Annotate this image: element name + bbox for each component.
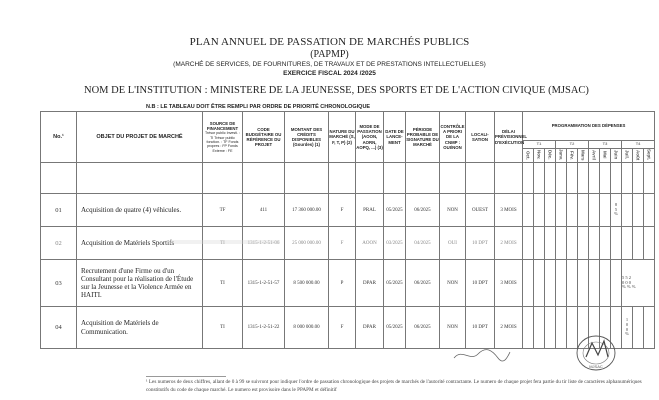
month-sep-label: Sept. — [646, 149, 652, 161]
row-no: 03 — [41, 260, 77, 307]
month-jul-label: Juil. — [624, 150, 630, 160]
row-montant: 17 360 000.00 — [285, 194, 329, 227]
document-title: PLAN ANNUEL DE PASSATION DE MARCHÉS PUBLICS — [189, 36, 470, 48]
quarter-t4: T4 — [622, 141, 655, 149]
col-header-mode: MODE DE PASSATION (AOON, AORN, AOPQ, ...) (3) — [356, 112, 384, 163]
month-apr-label: Avril — [591, 150, 597, 160]
col-header-nature: NATURE DU MARCHÉ (S, F, T, P) (2) — [329, 112, 356, 163]
row-montant: 8 000 000.00 — [285, 307, 329, 349]
row-controle: NON — [440, 194, 466, 227]
footnote-rule — [146, 376, 226, 377]
month-sep — [644, 149, 655, 163]
row-code: 1315-1-2-51-57 — [243, 260, 285, 307]
row-delai: 3 MOIS — [495, 260, 523, 307]
row-nature: P — [329, 260, 356, 307]
signature-scribble — [452, 346, 512, 364]
row-source: TI — [203, 227, 243, 260]
row-no: 04 — [41, 307, 77, 349]
row-mode: AOON — [356, 227, 384, 260]
scan-smudge — [170, 238, 280, 246]
row-programming-marks: 8 5 % — [611, 194, 622, 227]
month-dec — [545, 149, 556, 163]
row-controle: NON — [440, 307, 466, 349]
row-localisation: 10 DPT — [466, 307, 495, 349]
quarter-t3: T3 — [589, 141, 622, 149]
row-programming-marks: 1 0 0 % — [622, 307, 633, 349]
row-delai: 3 MOIS — [495, 194, 523, 227]
col-header-date-lancement: DATE DE LANCE-MENT — [384, 112, 406, 163]
row-nature: F — [329, 307, 356, 349]
row-source: TF — [203, 194, 243, 227]
table-row — [41, 260, 655, 307]
quarter-t2: T2 — [556, 141, 589, 149]
col-header-delai: DÉLAI PRÉVISIONNEL D'EXÉCUTION — [495, 112, 523, 163]
row-delai: 2 MOIS — [495, 307, 523, 349]
row-no: 02 — [41, 227, 77, 260]
row-source: TI — [203, 260, 243, 307]
table-spacer-row — [41, 163, 655, 194]
month-aug — [633, 149, 644, 163]
priority-note: N.B : LE TABLEAU DOIT ÊTRE REMPLI PAR ORDRE DE PRIORITÉ CHRONOLOGIQUE — [146, 104, 371, 110]
col-header-programmation: PROGRAMMATION DES DÉPENSES — [523, 112, 655, 141]
row-delai: 2 MOIS — [495, 227, 523, 260]
row-montant: 25 000 000.00 — [285, 227, 329, 260]
row-date-lancement: 05/2025 — [384, 260, 406, 307]
row-objet: Acquisition de Matériels de Communication. — [77, 307, 203, 349]
row-mode: PRAL — [356, 194, 384, 227]
col-header-source-title: SOURCE DE FINANCEMENT — [206, 121, 239, 132]
row-signature: 04/2025 — [406, 227, 440, 260]
month-may — [600, 149, 611, 163]
procurement-table — [40, 111, 655, 349]
row-signature: 06/2025 — [406, 194, 440, 227]
col-header-no: No.¹ — [41, 112, 77, 163]
row-code: 1315-1-2-51-06 — [243, 227, 285, 260]
month-nov — [534, 149, 545, 163]
table-row — [41, 227, 655, 260]
month-mar-label: Mars — [580, 149, 586, 161]
row-date-lancement: 03/2025 — [384, 227, 406, 260]
month-jun — [611, 149, 622, 163]
row-localisation: OUEST — [466, 194, 495, 227]
row-objet: Acquisition de quatre (4) véhicules. — [77, 194, 203, 227]
institution-name: NOM DE L'INSTITUTION : MINISTERE DE LA JEUNESSE, DES SPORTS ET DE L'ACTION CIVIQUE (MJSAC) — [84, 85, 589, 96]
col-header-signature: PÉRIODE PROBABLE DE SIGNATURE DU MARCHÉ — [406, 112, 440, 163]
row-mode: DPAR — [356, 260, 384, 307]
col-header-montant: MONTANT DES CRÉDITS DISPONIBLES (Gourdes) (1) — [285, 112, 329, 163]
month-oct-label: Oct. — [525, 150, 531, 160]
row-nature: F — [329, 194, 356, 227]
col-header-controle: CONTRÔLE A PRIORI DE LA CNMP : OUI/NON — [440, 112, 466, 163]
col-header-source — [203, 112, 243, 163]
row-date-lancement: 05/2025 — [384, 307, 406, 349]
row-signature: 06/2025 — [406, 260, 440, 307]
row-objet: Acquisition de Matériels Sportifs — [77, 227, 203, 260]
document-subtitle: (MARCHÉ DE SERVICES, DE FOURNITURES, DE TRAVAUX ET DE PRESTATIONS INTELLECTUELLES) — [173, 61, 486, 68]
row-programming-marks: 5 5 2 0 0 0 % % % — [622, 260, 655, 307]
table-row — [41, 194, 655, 227]
row-source: TI — [203, 307, 243, 349]
month-jun-label: Juin — [613, 150, 619, 160]
row-mode: DPAR — [356, 307, 384, 349]
row-montant: 8 500 000.00 — [285, 260, 329, 307]
footnote: ¹ Les numeros de deux chiffres, allant de 0 à 99 se suivront pour indiquer l'ordre de passation chronologique des projets de marchés de l'autorité contractante. Le numero de chaque projet fera partie du tir liste de caractères alphanumériques constitutifs du code de chaque marché. Le numero est provisoire dans le PPAPM et définitif — [146, 379, 642, 394]
month-oct — [523, 149, 534, 163]
row-nature: F — [329, 227, 356, 260]
official-stamp — [574, 333, 618, 373]
row-controle: NON — [440, 260, 466, 307]
row-code: 1315-1-2-51-22 — [243, 307, 285, 349]
month-jan — [556, 149, 567, 163]
col-header-code: CODE BUDGÉTAIRE OU RÉFÉRENCE DU PROJET — [243, 112, 285, 163]
month-aug-label: Août — [635, 149, 641, 161]
month-dec-label: Déc. — [547, 150, 553, 160]
row-date-lancement: 05/2025 — [384, 194, 406, 227]
month-feb — [567, 149, 578, 163]
month-may-label: Mai — [602, 151, 608, 159]
col-header-localisation: LOCALI-SATION — [466, 112, 495, 163]
row-objet: Recrutement d'une Firme ou d'un Consultant pour la réalisation de l'Étude sur la Jeunesse et la Violence Armée en HAITI. — [77, 260, 203, 307]
row-code: 411 — [243, 194, 285, 227]
col-header-objet: OBJET DU PROJET DE MARCHÉ — [77, 112, 203, 163]
table-row — [41, 307, 655, 349]
row-signature: 06/2025 — [406, 307, 440, 349]
col-header-source-note: Trésor public Investi. : TI Trésor public fonction. : TF Fonds propres : FP Fonds Externe : FE — [204, 131, 241, 153]
month-nov-label: Nov. — [536, 150, 542, 160]
fiscal-year: EXERCICE FISCAL 2024 /2025 — [283, 70, 376, 77]
month-jul — [622, 149, 633, 163]
row-controle: OUI — [440, 227, 466, 260]
document-acronym: (PAPMP) — [310, 49, 349, 60]
stamp-text: MJSAC — [589, 364, 603, 369]
month-feb-label: Fév. — [569, 150, 575, 160]
month-apr — [589, 149, 600, 163]
row-localisation: 10 DPT — [466, 227, 495, 260]
row-no: 01 — [41, 194, 77, 227]
row-localisation: 10 DPT — [466, 260, 495, 307]
quarter-t1: T1 — [523, 141, 556, 149]
month-mar — [578, 149, 589, 163]
month-jan-label: Janv. — [558, 149, 564, 161]
